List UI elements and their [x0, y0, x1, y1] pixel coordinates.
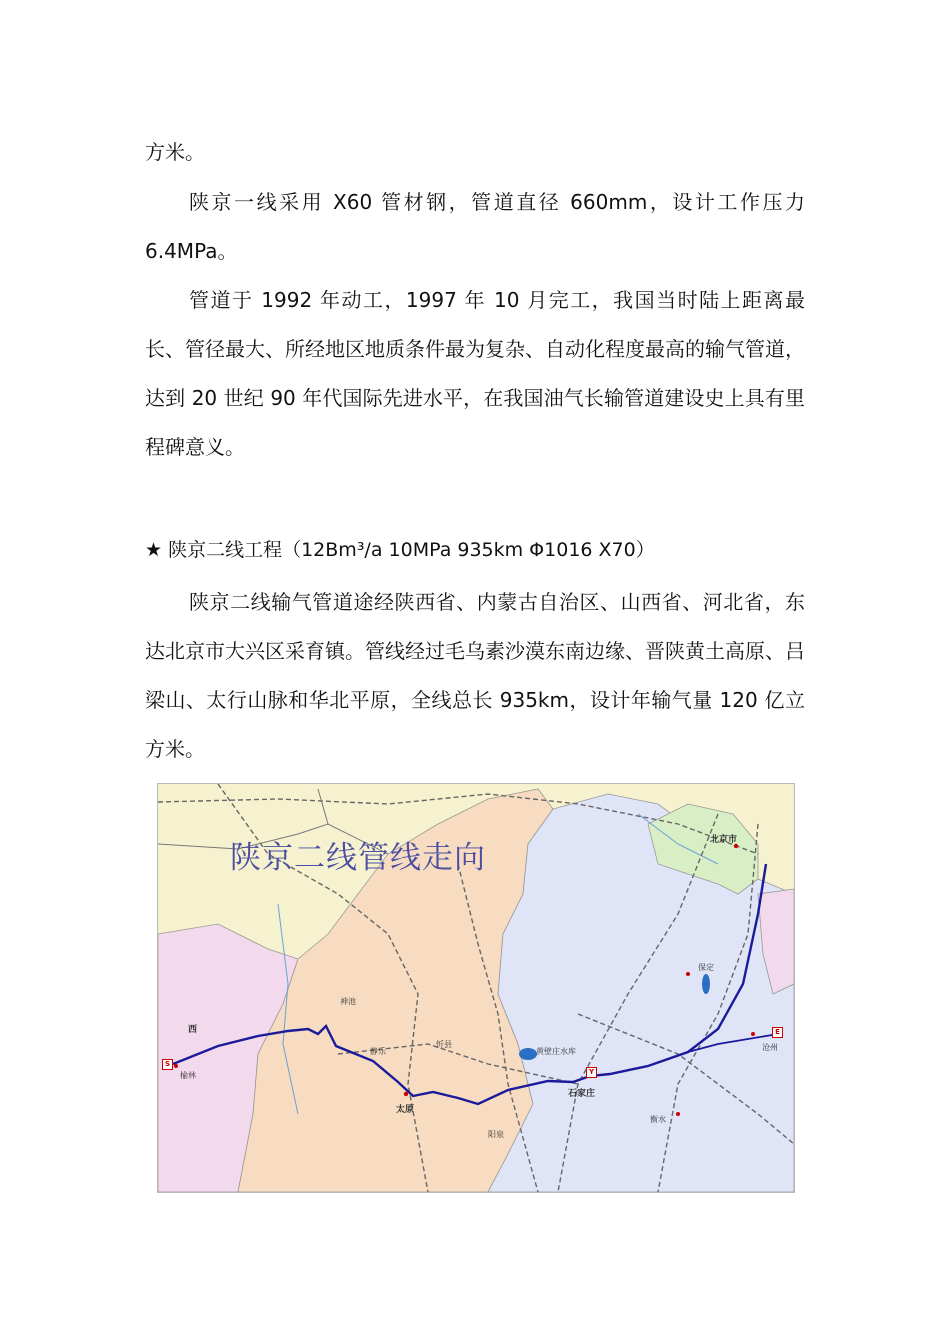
section-heading-text: 陕京二线工程（12Bm³/a 10MPa 935km Φ1016 X70） — [168, 539, 655, 561]
label-taiyuan: 太原 — [396, 1105, 415, 1115]
lake-shape — [702, 974, 710, 994]
map-title: 陕京二线管线走向 — [230, 840, 486, 876]
label-cangzhou: 沧州 — [762, 1043, 778, 1052]
pipeline-route-map — [157, 783, 795, 1193]
station-marker-icon: Y — [586, 1067, 597, 1078]
paragraph-continuation: 方米。 — [145, 140, 205, 164]
label-hengshui: 衡水 — [650, 1115, 666, 1124]
label-shijiazhuang: 石家庄 — [568, 1089, 596, 1099]
start-marker-icon: S — [162, 1059, 173, 1070]
label-xinzhou: 忻县 — [436, 1040, 452, 1049]
label-yangquan: 阳泉 — [488, 1130, 504, 1139]
label-jingle: 静乐 — [370, 1047, 386, 1056]
label-shenchi: 神池 — [340, 997, 356, 1006]
label-yulin: 榆林 — [180, 1071, 196, 1080]
paragraph-construction-history: 管道于 1992 年动工，1997 年 10 月完工，我国当时陆上距离最长、管径最大、所经地区地质条件最为复杂、自动化程度最高的输气管道，达到 20 世纪 90 年代国际先进水平，在我国油气长输管道建设史上具有里程碑意义。 — [145, 288, 805, 459]
paragraph-line2-route: 陕京二线输气管道途经陕西省、内蒙古自治区、山西省、河北省，东达北京市大兴区采育镇。管线经过毛乌素沙漠东南边缘、晋陕黄土高原、吕梁山、太行山脉和华北平原，全线总长 935km，设计年输气量 120 亿立方米。 — [145, 590, 805, 761]
label-shaanxi-west: 西 — [188, 1025, 198, 1035]
section-heading — [145, 530, 655, 570]
reservoir-shape — [519, 1048, 537, 1060]
label-baoding: 保定 — [698, 963, 714, 972]
star-icon: ★ — [145, 539, 163, 561]
label-reservoir: 黄壁庄水库 — [536, 1047, 576, 1056]
label-beijing: 北京市 — [710, 835, 738, 845]
paragraph-x60-spec: 陕京一线采用 X60 管材钢，管道直径 660mm，设计工作压力 6.4MPa。 — [145, 190, 805, 263]
end-marker-icon: E — [772, 1027, 783, 1038]
